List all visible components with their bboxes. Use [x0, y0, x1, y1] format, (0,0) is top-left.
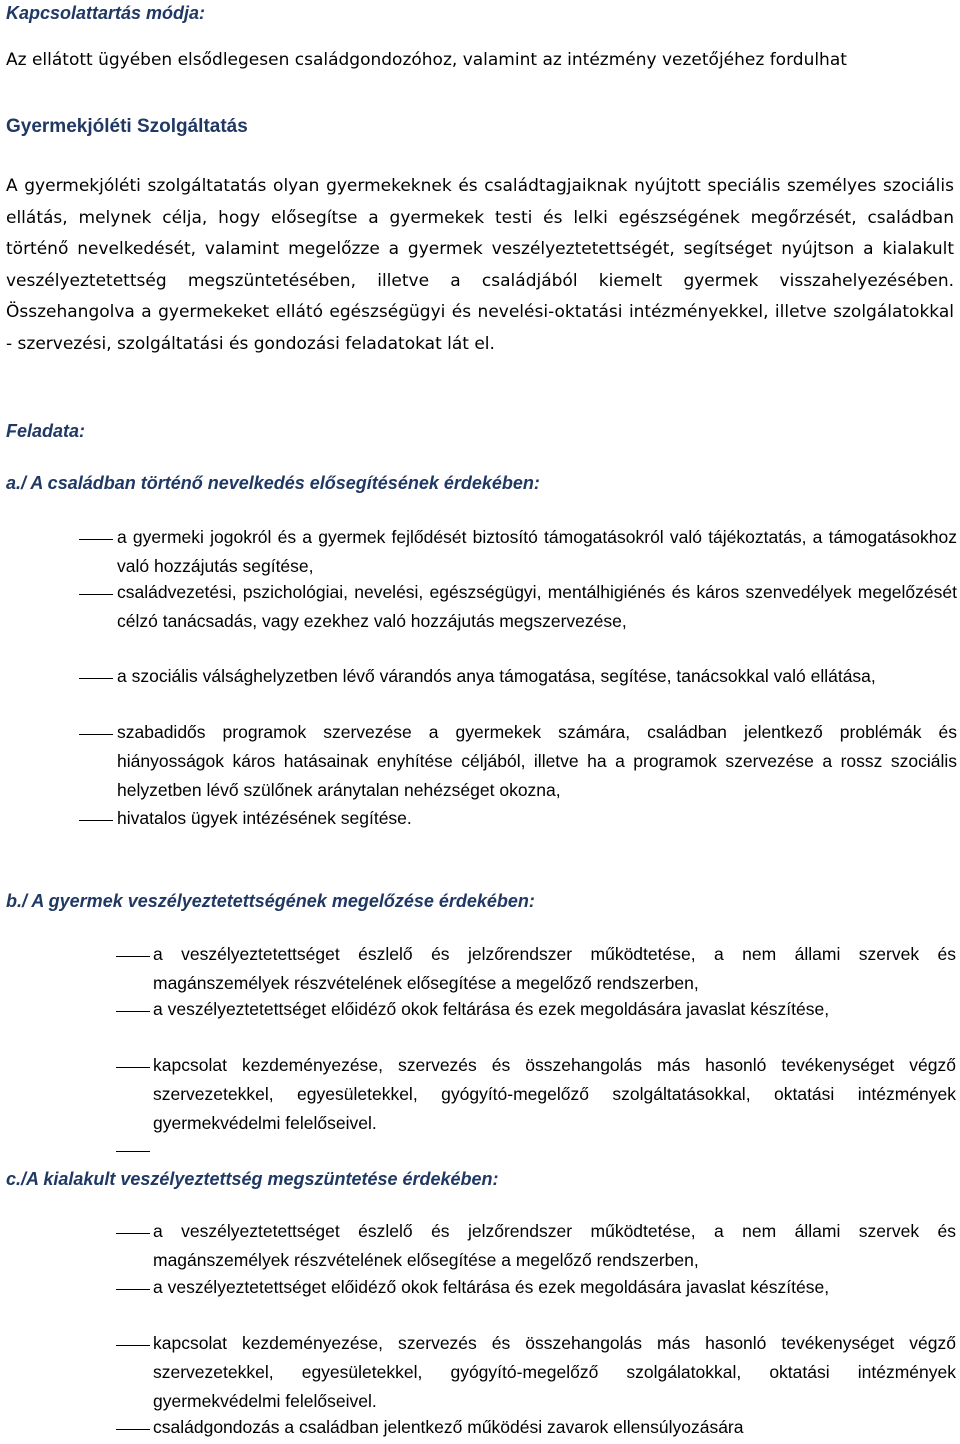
dash-bullet [116, 1345, 150, 1346]
intro-paragraph: A gyermekjóléti szolgáltatatás olyan gyermekeknek és családtagjaiknak nyújtott speciális személyes szociális ellátás, melynek célja, hogy elősegítse a gyermekek testi és lelki egészségének megőrzését, családban történő nevelkedését, valamint megelőzze a gyermek veszélyeztetettségét, segítséget nyújtson a kialakult veszélyeztetettség megszüntetésében, illetve a családjából kiemelt gyermek visszahelyezésében. Összehangolva a gyermekeket ellátó egészségügyi és nevelési-oktatási intézményekkel, illetve szolgálatokkal - szervezési, szolgáltatási és gondozási feladatokat lát el. [6, 176, 954, 354]
dash-bullet [116, 1067, 150, 1068]
dash-bullet [79, 734, 113, 735]
dash-bullet [116, 1289, 150, 1290]
section-c-heading: c./A kialakult veszélyeztettség megszüntetése érdekében: [6, 1169, 499, 1189]
list-item: a veszélyeztetettséget előidéző okok feltárása és ezek megoldására javaslat készítése, [153, 1277, 830, 1297]
dash-bullet [116, 1233, 150, 1234]
list-item: kapcsolat kezdeményezése, szervezés és összehangolás más hasonló tevékenységet végző szervezetekkel, egyesületekkel, gyógyító-megelőző szolgálatokkal, oktatási intézmények gyermekvédelmi felelőseivel. [153, 1333, 956, 1411]
section-a-heading: a./ A családban történő nevelkedés elősegítésének érdekében: [6, 473, 540, 493]
tasks-heading: Feladata: [6, 421, 86, 441]
list-item: családvezetési, pszichológiai, nevelési, egészségügyi, mentálhigiénés és káros szenvedélyek megelőzését célzó tanácsadás, vagy ezekhez való hozzájutás megszervezése, [117, 582, 957, 631]
dash-bullet [116, 956, 150, 957]
dash-bullet [116, 1429, 150, 1430]
dash-bullet [116, 1011, 150, 1012]
list-item: kapcsolat kezdeményezése, szervezés és összehangolás más hasonló tevékenységet végző szervezetekkel, egyesületekkel, gyógyító-megelőző szolgáltatásokkal, oktatási intézmények gyermekvédelmi felelőseivel. [153, 1055, 956, 1133]
list-item: hivatalos ügyek intézésének segítése. [117, 808, 412, 828]
list-item: a veszélyeztetettséget észlelő és jelzőrendszer működtetése, a nem állami szervek és magánszemélyek részvételének elősegítése a megelőző rendszerben, [153, 944, 956, 993]
list-item: a gyermeki jogokról és a gyermek fejlődését biztosító támogatásokról való tájékoztatás, a támogatásokhoz való hozzájutás segítése, [117, 527, 957, 576]
dash-bullet [79, 539, 113, 540]
list-item: a veszélyeztetettséget észlelő és jelzőrendszer működtetése, a nem állami szervek és magánszemélyek részvételének elősegítése a megelőző rendszerben, [153, 1221, 956, 1270]
contact-heading: Kapcsolattartás módja: [6, 3, 206, 23]
contact-text: Az ellátott ügyében elsődlegesen családgondozóhoz, valamint az intézmény vezetőjéhez fordulhat [6, 50, 847, 70]
dash-bullet [79, 820, 113, 821]
service-title: Gyermekjóléti Szolgáltatás [6, 116, 248, 137]
section-b-heading: b./ A gyermek veszélyeztetettségének megelőzése érdekében: [6, 891, 535, 911]
list-item: családgondozás a családban jelentkező működési zavarok ellensúlyozására [153, 1417, 744, 1437]
list-item: a veszélyeztetettséget előidéző okok feltárása és ezek megoldására javaslat készítése, [153, 999, 830, 1019]
list-item: szabadidős programok szervezése a gyermekek számára, családban jelentkező problémák és hiányosságok káros hatásainak enyhítése céljából, illetve ha a programok szervezése a rossz szociális helyzetben lévő szülőnek aránytalan nehézséget okozna, [117, 722, 957, 800]
list-item: a szociális válsághelyzetben lévő várandós anya támogatása, segítése, tanácsokkal való ellátása, [117, 666, 876, 686]
dash-bullet [79, 678, 113, 679]
dash-bullet [116, 1151, 150, 1152]
dash-bullet [79, 594, 113, 595]
